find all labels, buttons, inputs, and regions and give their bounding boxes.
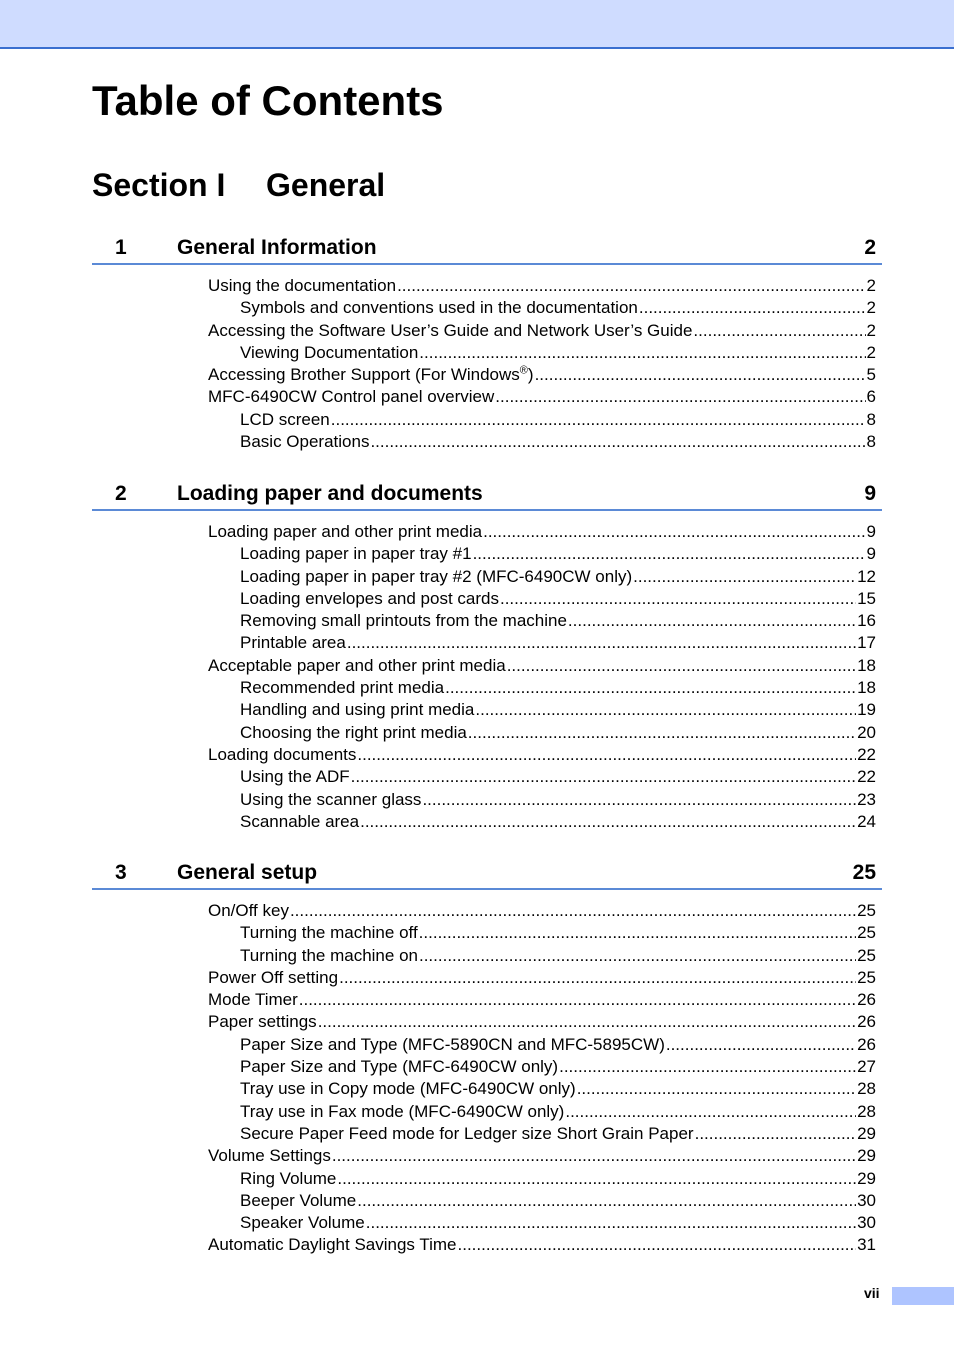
dot-leader (332, 1145, 856, 1167)
chapter-1 (92, 233, 882, 452)
toc-entry[interactable] (208, 722, 876, 744)
toc-entry-text: Using the ADF (240, 767, 350, 787)
toc-entry-text: Ring Volume (240, 1168, 337, 1188)
toc-entry-label (240, 922, 418, 944)
toc-entry-text: Loading paper in paper tray #2 (MFC-6490CW only) (240, 566, 633, 586)
toc-entry-page: 9 (866, 522, 876, 541)
toc-entry-page: 25 (857, 945, 876, 965)
toc-entry-text: Volume Settings (208, 1146, 331, 1166)
dot-leader (370, 431, 865, 453)
chapter-header[interactable] (92, 233, 882, 265)
dot-leader (577, 1078, 856, 1100)
toc-entry-text: Scannable area (240, 811, 360, 831)
toc-entry-label (208, 386, 494, 408)
toc-entry-text: Acceptable paper and other print media (208, 655, 506, 675)
toc-entry-text-suffix: ) (527, 365, 534, 385)
toc-entry-label (240, 722, 467, 744)
toc-entry-label (208, 967, 338, 989)
page-tab-marker (892, 1287, 954, 1305)
chapter-header[interactable] (92, 479, 882, 511)
toc-entry-list (208, 275, 876, 453)
toc-entry-label (240, 566, 632, 588)
dot-leader (337, 1168, 856, 1190)
dot-leader (351, 766, 856, 788)
toc-entry-label (240, 543, 472, 565)
toc-entry-label (208, 900, 289, 922)
toc-entry-page: 30 (857, 1213, 876, 1233)
toc-entry[interactable] (208, 297, 876, 319)
toc-entry[interactable] (208, 1145, 876, 1167)
toc-entry-page: 28 (857, 1101, 876, 1121)
toc-entry-text: Speaker Volume (240, 1213, 365, 1233)
toc-entry[interactable] (208, 632, 876, 654)
chapter-number: 3 (115, 861, 127, 884)
dot-leader (565, 1101, 856, 1123)
dot-leader (397, 275, 865, 297)
toc-entry-text: Turning the machine on (240, 945, 418, 965)
toc-entry-label (240, 789, 421, 811)
toc-entry-label (240, 409, 330, 431)
toc-entry-page: 22 (857, 744, 876, 764)
dot-leader (357, 1190, 856, 1212)
chapter-number: 1 (115, 236, 127, 259)
toc-entry-page: 17 (857, 633, 876, 653)
toc-entry-page: 26 (857, 990, 876, 1010)
toc-entry-label (208, 364, 534, 386)
page-title: Table of Contents (92, 77, 444, 124)
toc-entry[interactable] (208, 1212, 876, 1234)
toc-entry[interactable] (208, 1123, 876, 1145)
toc-entry-text: Accessing the Software User’s Guide and Network User’s Guide (208, 320, 693, 340)
chapter-page: 2 (864, 236, 876, 259)
chapter-page: 25 (852, 861, 876, 884)
toc-entry-page: 19 (857, 700, 876, 720)
toc-entry[interactable] (208, 1168, 876, 1190)
toc-entry[interactable] (208, 409, 876, 431)
toc-entry-text: Paper settings (208, 1012, 317, 1032)
toc-entry-text: On/Off key (208, 901, 289, 920)
toc-entry-label (208, 1234, 457, 1256)
toc-entry-page: 26 (857, 1034, 876, 1054)
toc-entry-list (208, 521, 876, 833)
dot-leader (318, 1011, 856, 1033)
toc-entry[interactable] (208, 1101, 876, 1123)
toc-entry-text: LCD screen (240, 409, 330, 429)
toc-entry-label (240, 632, 346, 654)
toc-entry-page: 9 (866, 544, 876, 564)
chapter-title: General Information (177, 236, 377, 259)
toc-entry-label (240, 1078, 576, 1100)
toc-entry[interactable] (208, 811, 876, 833)
toc-entry-page: 12 (857, 566, 876, 586)
dot-leader (419, 342, 865, 364)
toc-entry-page: 29 (857, 1146, 876, 1166)
toc-entry-label (208, 1145, 331, 1167)
toc-entry-label (240, 610, 567, 632)
toc-entry[interactable] (208, 989, 876, 1011)
dot-leader (693, 320, 865, 342)
toc-entry-text: Choosing the right print media (240, 722, 467, 742)
toc-entry[interactable] (208, 431, 876, 453)
toc-entry-page: 2 (866, 320, 876, 340)
toc-entry-text: Mode Timer (208, 990, 298, 1010)
dot-leader (633, 566, 856, 588)
toc-entry-text: Using the documentation (208, 276, 397, 295)
toc-entry-label (240, 1123, 694, 1145)
toc-entry-page: 23 (857, 789, 876, 809)
toc-entry-label (208, 521, 482, 543)
dot-leader (507, 655, 856, 677)
section-heading (92, 165, 385, 205)
toc-entry-page: 5 (866, 365, 876, 385)
page-number: vii (864, 1285, 880, 1301)
dot-leader (568, 610, 856, 632)
toc-entry-label (240, 811, 359, 833)
dot-leader (299, 989, 856, 1011)
toc-entry-label (240, 431, 369, 453)
toc-entry-text: Viewing Documentation (240, 342, 419, 362)
dot-leader (445, 677, 856, 699)
dot-leader (422, 789, 856, 811)
dot-leader (475, 699, 856, 721)
toc-entry-label (208, 320, 692, 342)
dot-leader (473, 543, 866, 565)
toc-entry-text: Turning the machine off (240, 923, 418, 943)
toc-entry[interactable] (208, 900, 876, 922)
toc-entry[interactable] (208, 275, 876, 297)
toc-entry-page: 20 (857, 722, 876, 742)
toc-entry-page: 2 (866, 298, 876, 318)
toc-entry-page: 29 (857, 1168, 876, 1188)
dot-leader (360, 811, 856, 833)
toc-entry-label (240, 945, 418, 967)
dot-leader (535, 364, 866, 386)
toc-entry-text: Beeper Volume (240, 1190, 357, 1210)
toc-entry-list (208, 900, 876, 1257)
toc-entry-text: Secure Paper Feed mode for Ledger size Short Grain Paper (240, 1123, 694, 1143)
toc-entry[interactable] (208, 766, 876, 788)
toc-entry-page: 15 (857, 588, 876, 608)
section-number: Section I (92, 167, 226, 203)
registered-mark: ® (519, 364, 528, 377)
toc-entry[interactable] (208, 1234, 876, 1256)
toc-entry-label (240, 588, 499, 610)
toc-entry-page: 2 (866, 342, 876, 362)
toc-entry-page: 25 (857, 901, 876, 920)
toc-entry-text: Tray use in Fax mode (MFC-6490CW only) (240, 1101, 565, 1121)
toc-entry-page: 27 (857, 1057, 876, 1077)
toc-entry[interactable] (208, 1190, 876, 1212)
toc-entry[interactable] (208, 342, 876, 364)
toc-entry-page: 8 (866, 432, 876, 452)
toc-entry[interactable] (208, 1078, 876, 1100)
toc-entry[interactable] (208, 922, 876, 944)
toc-entry-label (208, 989, 298, 1011)
chapter-2 (92, 479, 882, 831)
toc-entry[interactable] (208, 521, 876, 543)
toc-entry-text: Symbols and conventions used in the documentation (240, 298, 638, 318)
toc-entry-text: Automatic Daylight Savings Time (208, 1235, 457, 1255)
toc-entry[interactable] (208, 588, 876, 610)
toc-entry[interactable] (208, 744, 876, 766)
toc-entry-page: 31 (857, 1235, 876, 1255)
toc-entry-label (208, 744, 356, 766)
toc-entry[interactable] (208, 677, 876, 699)
toc-entry-page: 30 (857, 1190, 876, 1210)
toc-entry[interactable] (208, 320, 876, 342)
toc-entry-text: Using the scanner glass (240, 789, 422, 809)
toc-entry-text: Tray use in Copy mode (MFC-6490CW only) (240, 1079, 576, 1099)
toc-entry-page: 2 (866, 276, 876, 295)
chapter-title: General setup (177, 861, 318, 884)
toc-entry-text: Basic Operations (240, 432, 370, 452)
toc-entry-label (240, 297, 638, 319)
toc-entry-text: Loading paper and other print media (208, 522, 483, 541)
toc-entry[interactable] (208, 699, 876, 721)
toc-entry-label (208, 275, 396, 297)
toc-entry-page: 28 (857, 1079, 876, 1099)
chapter-title: Loading paper and documents (177, 482, 483, 505)
toc-entry-text: Loading documents (208, 744, 357, 764)
chapter-number: 2 (115, 482, 127, 505)
section-name: General (266, 167, 386, 203)
toc-entry-text: Accessing Brother Support (For Windows (208, 365, 520, 385)
toc-entry-label (240, 1034, 665, 1056)
dot-leader (357, 744, 856, 766)
dot-leader (500, 588, 856, 610)
dot-leader (366, 1212, 856, 1234)
dot-leader (339, 967, 856, 989)
dot-leader (290, 900, 856, 922)
toc-entry-label (240, 699, 474, 721)
toc-entry-page: 29 (857, 1123, 876, 1143)
dot-leader (419, 945, 856, 967)
toc-entry-page: 16 (857, 611, 876, 631)
dot-leader (458, 1234, 857, 1256)
toc-entry-label (208, 1011, 317, 1033)
toc-entry-page: 8 (866, 409, 876, 429)
dot-leader (695, 1123, 856, 1145)
header-band (0, 0, 954, 49)
dot-leader (347, 632, 856, 654)
toc-entry-label (240, 1056, 558, 1078)
toc-entry-label (240, 1101, 564, 1123)
toc-entry[interactable] (208, 1056, 876, 1078)
toc-entry[interactable] (208, 610, 876, 632)
toc-entry[interactable] (208, 543, 876, 565)
toc-entry-text: Power Off setting (208, 967, 339, 987)
toc-entry-page: 25 (857, 967, 876, 987)
toc-entry-label (240, 342, 418, 364)
chapter-page: 9 (864, 482, 876, 505)
toc-entry-label (240, 1212, 365, 1234)
toc-entry-page: 26 (857, 1012, 876, 1032)
toc-entry[interactable] (208, 789, 876, 811)
toc-entry-page: 6 (866, 387, 876, 407)
chapter-header[interactable] (92, 858, 882, 890)
toc-entry-page: 18 (857, 655, 876, 675)
toc-entry-text: Loading envelopes and post cards (240, 588, 499, 608)
dot-leader (639, 297, 866, 319)
dot-leader (483, 521, 865, 543)
toc-entry-text: Paper Size and Type (MFC-6490CW only) (240, 1057, 559, 1077)
dot-leader (419, 922, 856, 944)
toc-entry-label (240, 766, 350, 788)
toc-entry-text: Printable area (240, 633, 346, 653)
toc-entry-text: Loading paper in paper tray #1 (240, 544, 472, 564)
toc-entry[interactable] (208, 967, 876, 989)
dot-leader (666, 1034, 856, 1056)
dot-leader (495, 386, 865, 408)
toc-entry-text: MFC-6490CW Control panel overview (208, 387, 495, 407)
toc-entry-page: 18 (857, 678, 876, 698)
toc-entry[interactable] (208, 1011, 876, 1033)
toc-entry-page: 24 (857, 811, 876, 831)
toc-entry-label (208, 655, 506, 677)
toc-entry-label (240, 1190, 356, 1212)
toc-entry[interactable] (208, 945, 876, 967)
toc-entry[interactable] (208, 386, 876, 408)
dot-leader (331, 409, 866, 431)
toc-entry[interactable] (208, 566, 876, 588)
toc-entry-text: Removing small printouts from the machine (240, 611, 567, 631)
toc-entry-label (240, 677, 444, 699)
toc-entry-label (240, 1168, 336, 1190)
toc-entry[interactable] (208, 1034, 876, 1056)
toc-entry[interactable] (208, 655, 876, 677)
dot-leader (468, 722, 856, 744)
chapter-3 (92, 858, 882, 1255)
dot-leader (559, 1056, 856, 1078)
toc-entry-page: 22 (857, 767, 876, 787)
toc-entry-text: Paper Size and Type (MFC-5890CN and MFC-5895CW) (240, 1034, 665, 1054)
toc-entry-text: Handling and using print media (240, 700, 475, 720)
toc-entry-page: 25 (857, 923, 876, 943)
toc-entry[interactable] (208, 364, 876, 386)
toc-entry-text: Recommended print media (240, 678, 445, 698)
